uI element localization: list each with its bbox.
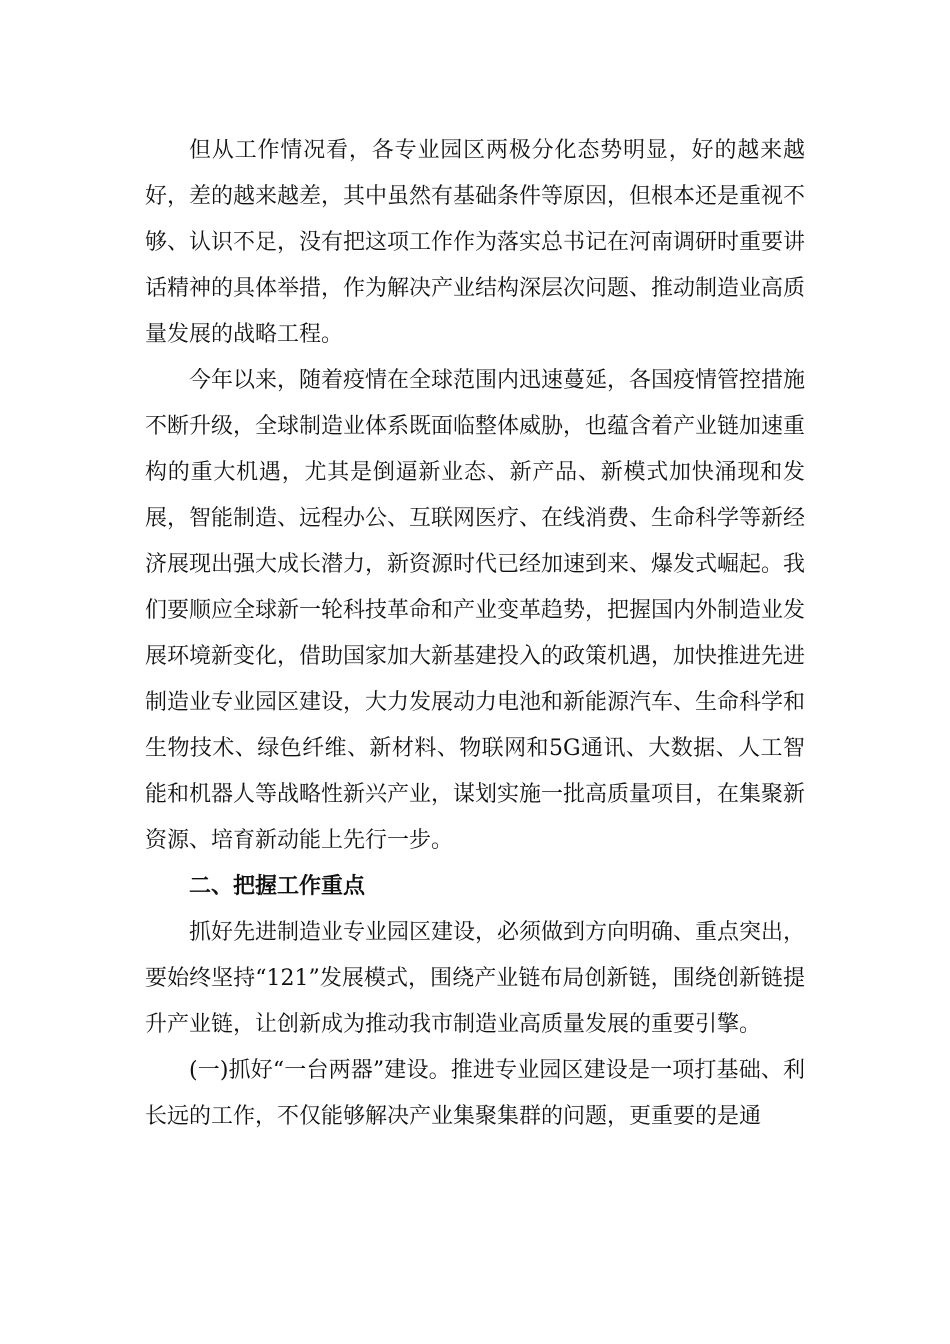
- paragraph-3: 抓好先进制造业专业园区建设，必须做到方向明确、重点突出，要始终坚持“121”发展模式，围绕产业链布局创新链，围绕创新链提升产业链，让创新成为推动我市制造业高质量发展的重要引擎。: [145, 920, 806, 1037]
- paragraph-4: (一)抓好“一台两器”建设。推进专业园区建设是一项打基础、利长远的工作，不仅能够解决产业集聚集群的问题，更重要的是通: [145, 1058, 805, 1129]
- document-body: [145, 128, 805, 1140]
- paragraph-2: 今年以来，随着疫情在全球范围内迅速蔓延，各国疫情管控措施不断升级，全球制造业体系既面临整体威胁，也蕴含着产业链加速重构的重大机遇，尤其是倒逼新业态、新产品、新模式加快涌现和发展，智能制造、远程办公、互联网医疗、在线消费、生命科学等新经济展现出强大成长潜力，新资源时代已经加速到来、爆发式崛起。我们要顺应全球新一轮科技革命和产业变革趋势，把握国内外制造业发展环境新变化，借助国家加大新基建投入的政策机遇，加快推进先进制造业专业园区建设，大力发展动力电池和新能源汽车、生命科学和生物技术、绿色纤维、新材料、物联网和5G通讯、大数据、人工智能和机器人等战略性新兴产业，谋划实施一批高质量项目，在集聚新资源、培育新动能上先行一步。: [145, 368, 806, 853]
- section-heading: 二、把握工作重点: [189, 874, 366, 899]
- paragraph-1: 但从工作情况看，各专业园区两极分化态势明显，好的越来越好，差的越来越差，其中虽然有基础条件等原因，但根本还是重视不够、认识不足，没有把这项工作作为落实总书记在河南调研时重要讲话精神的具体举措，作为解决产业结构深层次问题、推动制造业高质量发展的战略工程。: [145, 138, 806, 347]
